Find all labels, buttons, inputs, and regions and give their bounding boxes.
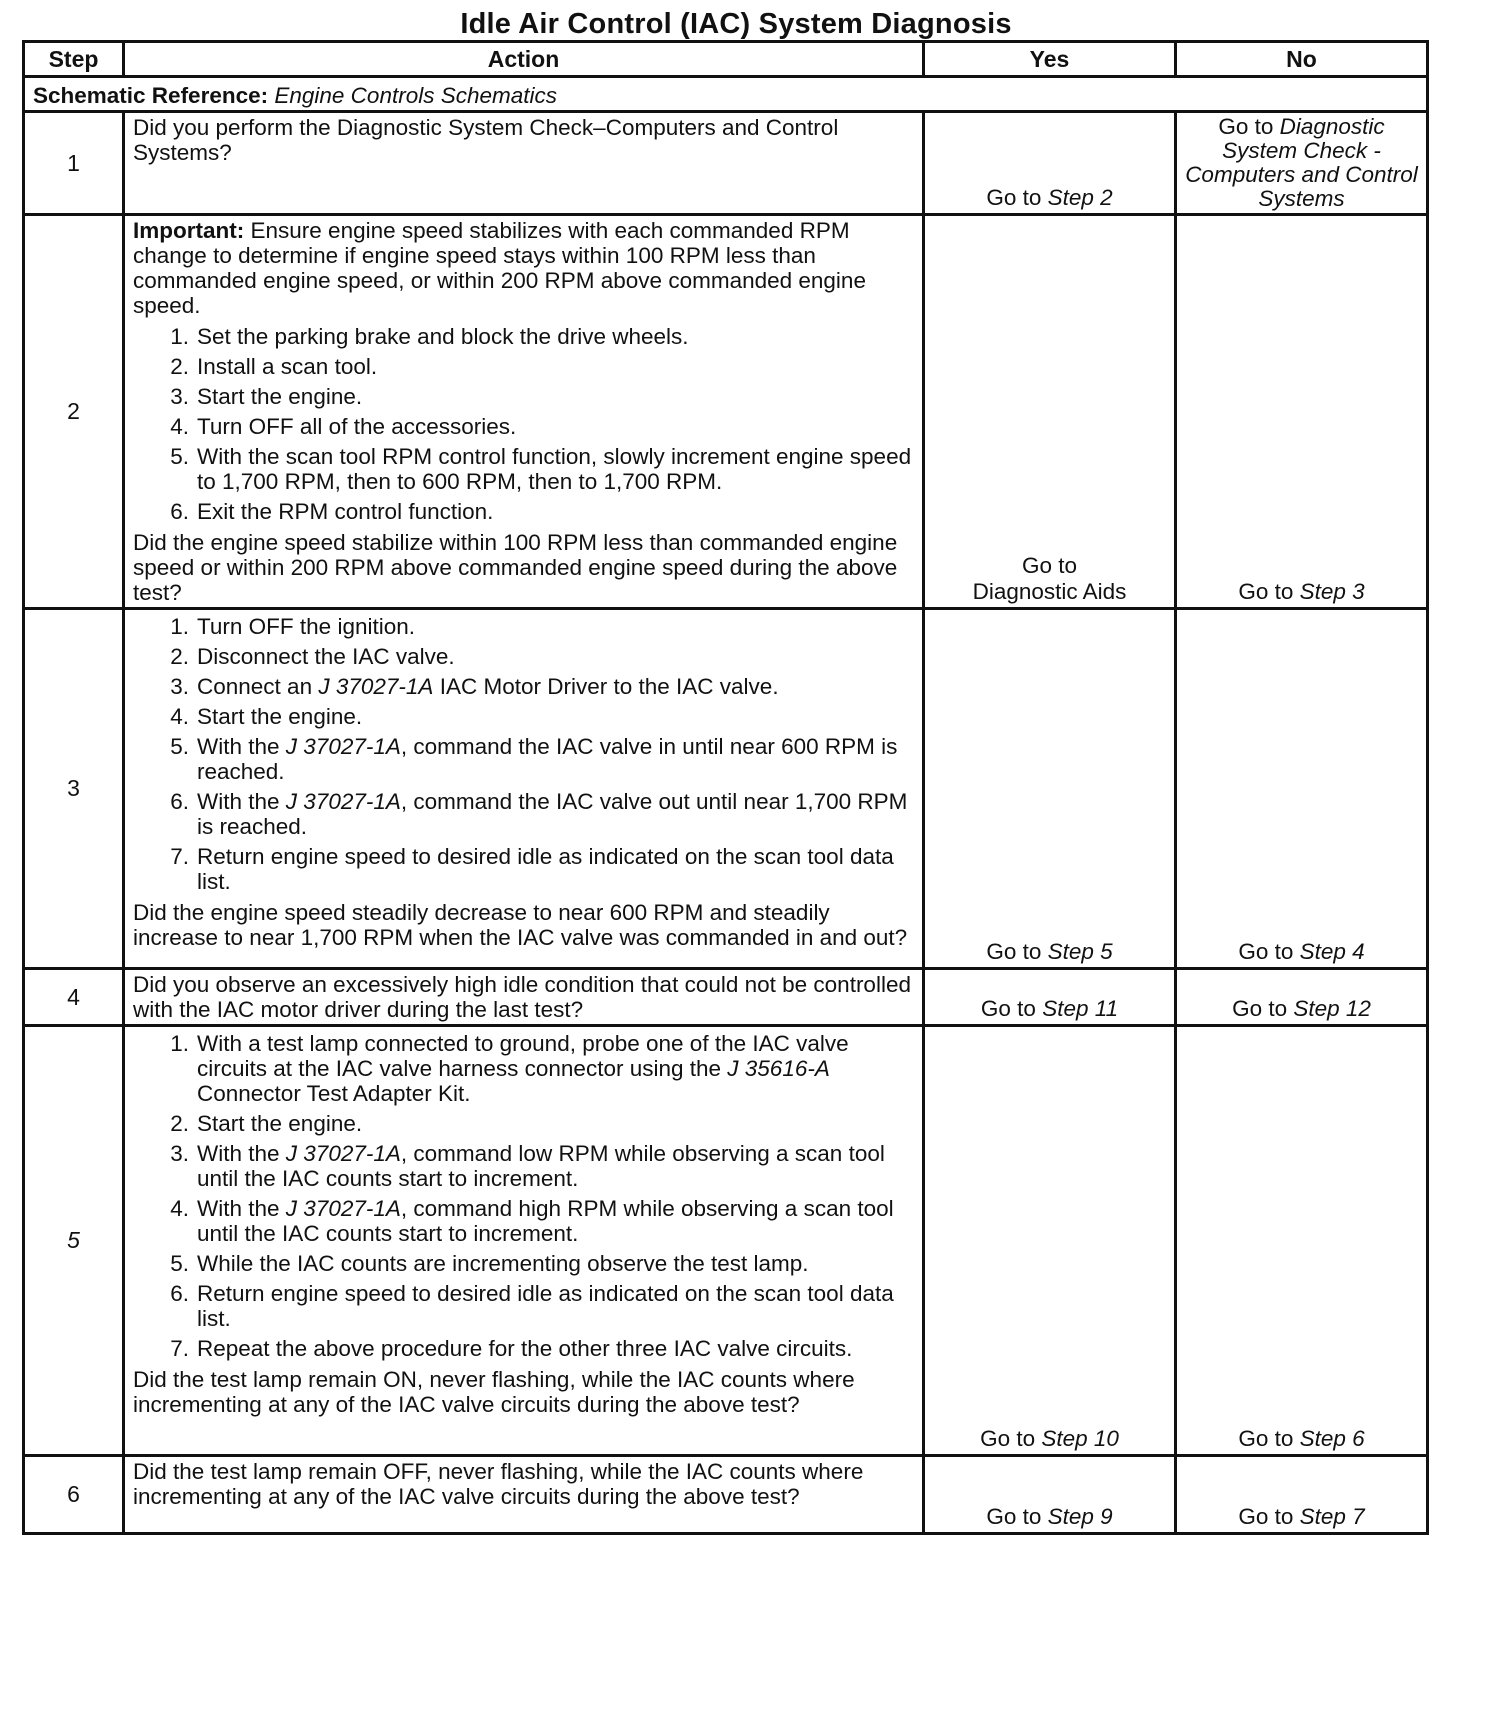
adapter-reference: J 35616-A bbox=[727, 1056, 830, 1081]
step-number: 5 bbox=[24, 1026, 124, 1456]
header-step: Step bbox=[24, 42, 124, 77]
important-text: Ensure engine speed stabilizes with each commanded RPM change to determine if engine speed stays within 100 RPM less than commanded engine speed, or within 200 RPM above commanded engine speed. bbox=[133, 218, 866, 318]
list-item: 1. Set the parking brake and block the drive wheels. bbox=[170, 324, 689, 349]
diagnostic-system-check-link[interactable]: Diagnostic System Check - Computers and Control Systems bbox=[1185, 114, 1418, 211]
question-text: Did the test lamp remain OFF, never flashing, while the IAC counts where incrementing at any of the IAC valve circuits during the above test? bbox=[133, 1459, 864, 1509]
list-item: 1. Turn OFF the ignition. bbox=[170, 614, 416, 639]
schematic-label: Schematic Reference: bbox=[33, 83, 269, 108]
page-title: Idle Air Control (IAC) System Diagnosis bbox=[460, 8, 1012, 40]
list-item: 5. With the scan tool RPM control function, slowly increment engine speed to 1,700 RPM, then to 600 RPM, then to 1,700 RPM. bbox=[170, 444, 912, 494]
question-text: Did the test lamp remain ON, never flashing, while the IAC counts where incrementing at any of the IAC valve circuits during the above test? bbox=[133, 1367, 855, 1417]
list-item: 3. Start the engine. bbox=[170, 384, 363, 409]
list-item: 3. With the J 37027-1A, command low RPM while observing a scan tool until the IAC counts start to increment. bbox=[170, 1141, 885, 1191]
go-to-text: Go to bbox=[1238, 579, 1294, 604]
list-item: 4. Start the engine. bbox=[170, 704, 363, 729]
question-text: Did you observe an excessively high idle condition that could not be controlled with the IAC motor driver during the last test? bbox=[133, 972, 911, 1022]
step-number: 6 bbox=[24, 1456, 124, 1534]
tool-reference: J 37027-1A bbox=[285, 734, 401, 759]
table-row bbox=[24, 969, 1428, 1026]
go-to-text: Go to bbox=[1238, 939, 1294, 964]
yes-cell bbox=[924, 1026, 1176, 1456]
go-to-text: Go to bbox=[980, 1426, 1036, 1451]
table-row bbox=[24, 609, 1428, 969]
step-number: 2 bbox=[24, 215, 124, 609]
action-cell bbox=[124, 1026, 924, 1456]
table-row bbox=[24, 215, 1428, 609]
no-cell bbox=[1176, 969, 1428, 1026]
tool-reference: J 37027-1A bbox=[318, 674, 434, 699]
go-to-text: Go to bbox=[986, 939, 1042, 964]
step-link[interactable]: Step 3 bbox=[1299, 579, 1365, 604]
go-to-text: Go to bbox=[980, 996, 1036, 1021]
tool-reference: J 37027-1A bbox=[285, 1196, 401, 1221]
step-number: 4 bbox=[24, 969, 124, 1026]
step-number: 1 bbox=[24, 112, 124, 215]
tool-reference: J 37027-1A bbox=[285, 1141, 401, 1166]
list-item: 7. Repeat the above procedure for the other three IAC valve circuits. bbox=[170, 1336, 853, 1361]
important-note bbox=[133, 218, 914, 318]
action-cell bbox=[124, 969, 924, 1026]
step-link[interactable]: Step 11 bbox=[1042, 996, 1119, 1021]
step-link[interactable]: Step 5 bbox=[1047, 939, 1113, 964]
document-page bbox=[22, 0, 1426, 1535]
schematic-reference-row bbox=[24, 77, 1428, 112]
go-to-text: Go to bbox=[986, 185, 1042, 210]
yes-cell bbox=[924, 609, 1176, 969]
list-item: 6. With the J 37027-1A, command the IAC valve out until near 1,700 RPM is reached. bbox=[170, 789, 908, 839]
no-cell bbox=[1176, 1456, 1428, 1534]
list-item: 1. With a test lamp connected to ground, probe one of the IAC valve circuits at the IAC valve harness connector using the J 35616-A Connector Test Adapter Kit. bbox=[170, 1031, 849, 1106]
step-link[interactable]: Step 4 bbox=[1299, 939, 1365, 964]
list-item: 4. Turn OFF all of the accessories. bbox=[170, 414, 517, 439]
procedure-list bbox=[133, 1031, 914, 1361]
yes-cell bbox=[924, 112, 1176, 215]
go-to-text: Go to bbox=[1238, 1426, 1294, 1451]
header-action: Action bbox=[124, 42, 924, 77]
step-link[interactable]: Step 10 bbox=[1041, 1426, 1119, 1451]
go-to-text: Go to bbox=[1218, 114, 1274, 139]
no-cell bbox=[1176, 609, 1428, 969]
list-item: 5. While the IAC counts are incrementing observe the test lamp. bbox=[170, 1251, 809, 1276]
step-number: 3 bbox=[24, 609, 124, 969]
list-item: 6. Return engine speed to desired idle as indicated on the scan tool data list. bbox=[170, 1281, 894, 1331]
step-link[interactable]: Step 12 bbox=[1293, 996, 1371, 1021]
yes-cell bbox=[924, 215, 1176, 609]
table-row bbox=[24, 1026, 1428, 1456]
question-text: Did the engine speed stabilize within 100 RPM less than commanded engine speed or within 200 RPM above commanded engine speed during the above test? bbox=[133, 530, 898, 605]
step-link[interactable]: Step 9 bbox=[1047, 1504, 1113, 1529]
yes-cell bbox=[924, 969, 1176, 1026]
schematic-link[interactable]: Engine Controls Schematics bbox=[274, 83, 558, 108]
table-row bbox=[24, 1456, 1428, 1534]
step-link[interactable]: Step 7 bbox=[1299, 1504, 1365, 1529]
header-yes: Yes bbox=[924, 42, 1176, 77]
question-text: Did the engine speed steadily decrease to near 600 RPM and steadily increase to near 1,700 RPM when the IAC valve was commanded in and out? bbox=[133, 900, 908, 950]
question-text: Did you perform the Diagnostic System Check–Computers and Control Systems? bbox=[133, 115, 839, 165]
go-to-text: Go to bbox=[1232, 996, 1288, 1021]
header-no: No bbox=[1176, 42, 1428, 77]
procedure-list bbox=[133, 324, 914, 524]
yes-cell bbox=[924, 1456, 1176, 1534]
no-cell bbox=[1176, 112, 1428, 215]
list-item: 4. With the J 37027-1A, command high RPM while observing a scan tool until the IAC counts start to increment. bbox=[170, 1196, 894, 1246]
no-cell bbox=[1176, 215, 1428, 609]
go-to-text: Go to bbox=[986, 1504, 1042, 1529]
list-item: 6. Exit the RPM control function. bbox=[170, 499, 494, 524]
action-cell bbox=[124, 1456, 924, 1534]
no-cell bbox=[1176, 1026, 1428, 1456]
list-item: 5. With the J 37027-1A, command the IAC valve in until near 600 RPM is reached. bbox=[170, 734, 898, 784]
step-link[interactable]: Step 2 bbox=[1047, 185, 1113, 210]
action-cell bbox=[124, 215, 924, 609]
go-to-text: Go to bbox=[1021, 553, 1078, 578]
tool-reference: J 37027-1A bbox=[285, 789, 401, 814]
diagnosis-table bbox=[22, 40, 1429, 1535]
table-row bbox=[24, 112, 1428, 215]
diagnostic-aids-link[interactable]: Diagnostic Aids bbox=[972, 579, 1127, 604]
list-item: 3. Connect an J 37027-1A IAC Motor Driver to the IAC valve. bbox=[170, 674, 779, 699]
procedure-list bbox=[133, 614, 914, 894]
action-cell bbox=[124, 609, 924, 969]
list-item: 2. Install a scan tool. bbox=[170, 354, 378, 379]
table-header-row bbox=[24, 42, 1428, 77]
list-item: 2. Disconnect the IAC valve. bbox=[170, 644, 455, 669]
important-label: Important: bbox=[133, 218, 245, 243]
step-link[interactable]: Step 6 bbox=[1299, 1426, 1365, 1451]
list-item: 2. Start the engine. bbox=[170, 1111, 363, 1136]
action-cell bbox=[124, 112, 924, 215]
go-to-text: Go to bbox=[1238, 1504, 1294, 1529]
list-item: 7. Return engine speed to desired idle as indicated on the scan tool data list. bbox=[170, 844, 894, 894]
